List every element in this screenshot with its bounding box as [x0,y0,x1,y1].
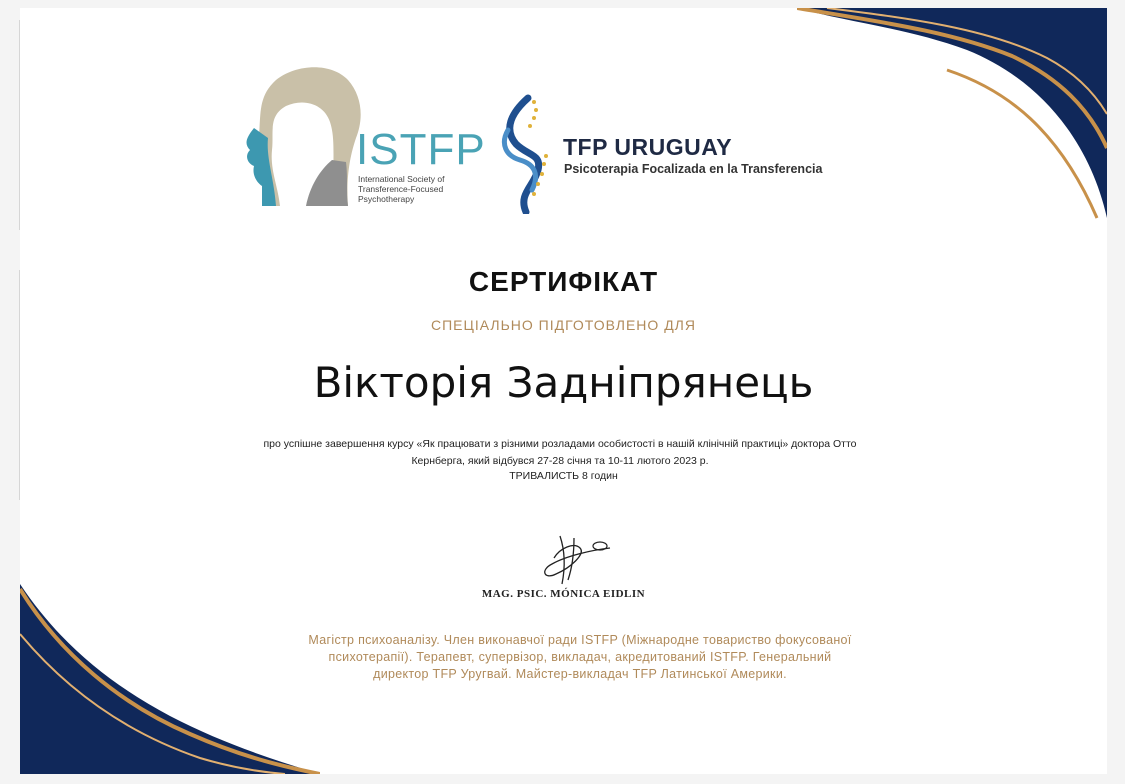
signature [530,528,620,588]
istfp-acronym: ISTFP [356,125,486,174]
bottom-left-corner-decoration [20,574,320,774]
top-right-corner-decoration [797,8,1107,223]
prepared-for-label: СПЕЦІАЛЬНО ПІДГОТОВЛЕНО ДЛЯ [431,317,696,333]
tfp-uruguay-logo [490,94,560,214]
certificate-title: СЕРТИФІКАТ [468,266,659,297]
recipient-name: Вікторія Задніпрянець [313,358,814,407]
tfp-subtitle: Psicoterapia Focalizada en la Transferencia [564,162,823,176]
signer-name: MAG. PSIC. MÓNICA EIDLIN [481,588,646,600]
duration-text: ТРИВАЛИСТЬ 8 годин [509,470,618,482]
completion-text: про успішне завершення курсу «Як працювати з різними розладами особистості в нашій клінічній практиці» доктора Отто Кернберга, який відбувся 27-28 січня та 10-11 лютого 2023 р. [263,438,857,467]
istfp-full-name: International Society of Transference-Focused Psychotherapy [358,174,445,204]
certificate [20,8,1107,774]
tfp-title: TFP URUGUAY [563,134,733,160]
signer-bio: Магістр психоаналізу. Член виконавчої ради ISTFP (Міжнародне товариство фокусованої психотерапії). Терапевт, супервізор, викладач, акредитований ISTFP. Генеральний директор TFP Уругвай. Майстер-викладач TFP Латинської Америки. [308,633,852,681]
